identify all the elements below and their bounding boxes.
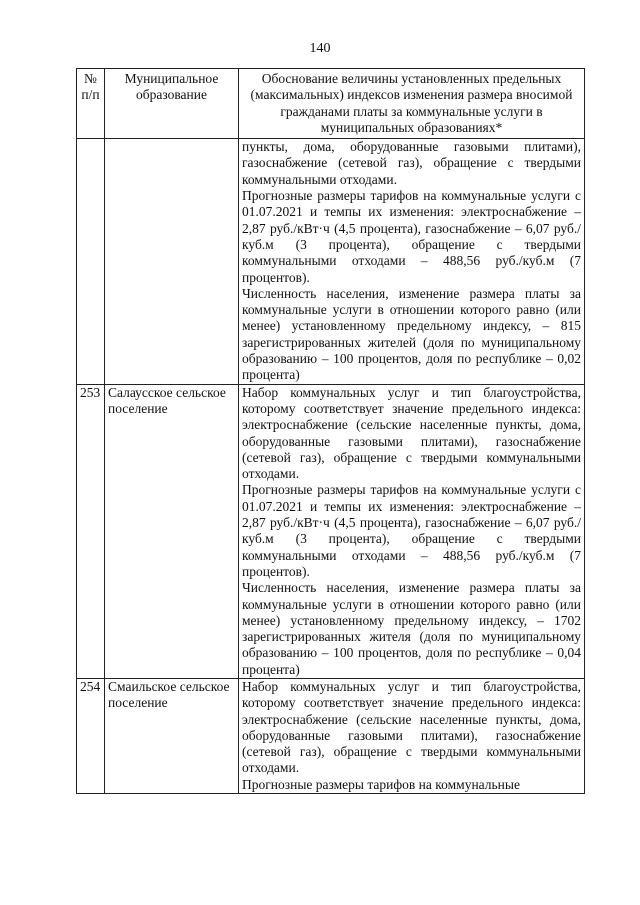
justification-paragraph: Прогнозные размеры тарифов на коммунальные [242, 776, 520, 792]
row-number: 253 [77, 384, 105, 678]
row-number: 254 [77, 678, 105, 793]
table-row [77, 139, 585, 384]
table-row [77, 384, 585, 678]
header-municipality: Муниципальное образование [105, 69, 239, 139]
row-justification [239, 678, 585, 793]
row-municipality: Салаусское сельское поселение [105, 384, 239, 678]
justification-paragraph: Набор коммунальных услуг и тип благоустройства, которому соответствует значение предельного индекса: электроснабжение (сельские населенные пункты, дома, оборудованные газовыми плитами), газоснабжение (сетевой газ), обращение с твердыми коммунальными отходами. [242, 384, 581, 482]
table-row [77, 678, 585, 793]
row-municipality: Смаильское сельское поселение [105, 678, 239, 793]
justification-paragraph: Прогнозные размеры тарифов на коммунальные услуги с 01.07.2021 и темпы их изменения: электроснабжение – 2,87 руб./кВт·ч (4,5 процента), газоснабжение – 6,07 руб./куб.м (3 процента), обращение с твердыми коммунальными отходами – 488,56 руб./куб.м (7 процентов). [242, 482, 581, 579]
page-number: 140 [309, 41, 331, 56]
justification-paragraph: Численность населения, изменение размера платы за коммунальные услуги в отношении которого равно (или менее) установленному предельному индексу, – 1702 зарегистрированных жителя (доля по муниципальному образованию – 100 процентов, доля по республике – 0,04 процента) [242, 580, 581, 677]
row-number [77, 139, 105, 384]
justification-paragraph: пункты, дома, оборудованные газовыми плитами), газоснабжение (сетевой газ), обращение с твердыми коммунальными отходами. [242, 139, 581, 187]
row-justification [239, 384, 585, 678]
justification-paragraph: Численность населения, изменение размера платы за коммунальные услуги в отношении которого равно (или менее) установленному предельному индексу, – 815 зарегистрированных жителей (доля по муниципальному образованию – 100 процентов, доля по республике – 0,02 процента) [242, 285, 581, 383]
row-municipality [105, 139, 239, 384]
header-justification: Обоснование величины установленных предельных (максимальных) индексов изменения размера вносимой гражданами платы за коммунальные услуги в муниципальных образованиях* [239, 69, 585, 139]
row-justification [239, 139, 585, 384]
header-number: № п/п [77, 69, 105, 139]
justification-paragraph: Прогнозные размеры тарифов на коммунальные услуги с 01.07.2021 и темпы их изменения: электроснабжение – 2,87 руб./кВт·ч (4,5 процента), газоснабжение – 6,07 руб./куб.м (3 процента), обращение с твердыми коммунальными отходами – 488,56 руб./куб.м (7 процентов). [242, 188, 581, 285]
tariff-index-table [76, 68, 585, 794]
table-header-row [77, 69, 585, 139]
justification-paragraph: Набор коммунальных услуг и тип благоустройства, которому соответствует значение предельного индекса: электроснабжение (сельские населенные пункты, дома, оборудованные газовыми плитами), газоснабжение (сетевой газ), обращение с твердыми коммунальными отходами. [242, 678, 581, 776]
